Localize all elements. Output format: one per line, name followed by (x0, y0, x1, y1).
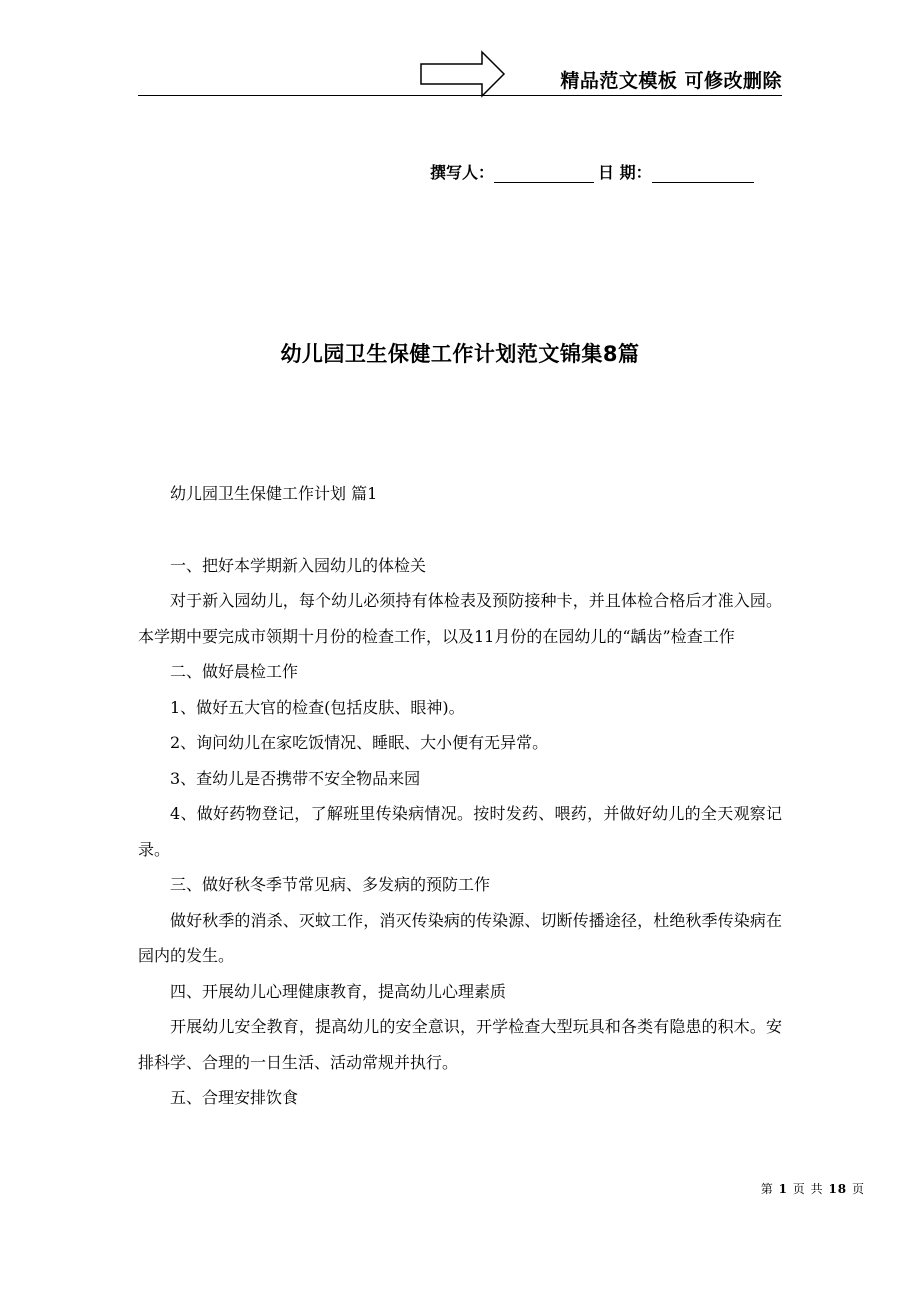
paragraph: 2、询问幼儿在家吃饭情况、睡眠、大小便有无异常。 (170, 733, 549, 752)
paragraph: 四、开展幼儿心理健康教育，提高幼儿心理素质 (170, 981, 507, 1001)
paragraph: 二、做好晨检工作 (170, 662, 299, 681)
page-suffix: 页 (851, 1182, 865, 1196)
page-middle: 页 共 (792, 1182, 824, 1196)
section-title: 幼儿园卫生保健工作计划 篇1 (170, 484, 378, 503)
date-blank-line (652, 164, 754, 183)
author-blank-line (494, 164, 594, 183)
paragraph: 4、做好药物登记，了解班里传染病情况。按时发药、喂药，并做好幼儿的全天观察记录。 (138, 804, 782, 859)
author-label: 撰写人： (430, 163, 495, 182)
paragraph: 做好秋季的消杀、灭蚊工作，消灭传染病的传染源、切断传播途径，杜绝秋季传染病在园内的发生。 (138, 910, 782, 965)
right-arrow-outline-icon (420, 50, 506, 98)
paragraph: 三、做好秋冬季节常见病、多发病的预防工作 (170, 875, 491, 894)
page-prefix: 第 (760, 1182, 774, 1196)
paragraph: 一、把好本学期新入园幼儿的体检关 (170, 555, 427, 575)
page-total: 18 (828, 1182, 848, 1196)
document-title: 幼儿园卫生保健工作计划范文锦集8篇 (280, 342, 640, 366)
paragraph: 对于新入园幼儿，每个幼儿必须持有体检表及预防接种卡，并且体检合格后才准入园。本学期中要完成市领期十月份的检查工作，以及11月份的在园幼儿的“龋齿”检查工作 (138, 591, 782, 646)
meta-row (430, 160, 782, 183)
page-footer (740, 1180, 865, 1197)
article-body (138, 476, 782, 1116)
paragraph: 1、做好五大官的检查(包括皮肤、眼神)。 (170, 697, 465, 717)
page-current: 1 (778, 1182, 788, 1196)
header-title: 精品范文模板 可修改删除 (560, 70, 782, 92)
header-divider (138, 95, 782, 96)
paragraph: 开展幼儿安全教育，提高幼儿的安全意识，开学检查大型玩具和各类有隐患的积木。安排科学、合理的一日生活、活动常规并执行。 (138, 1017, 782, 1072)
paragraph: 五、合理安排饮食 (170, 1088, 299, 1107)
paragraph: 3、查幼儿是否携带不安全物品来园 (170, 768, 421, 788)
date-label: 日 期： (598, 163, 652, 182)
